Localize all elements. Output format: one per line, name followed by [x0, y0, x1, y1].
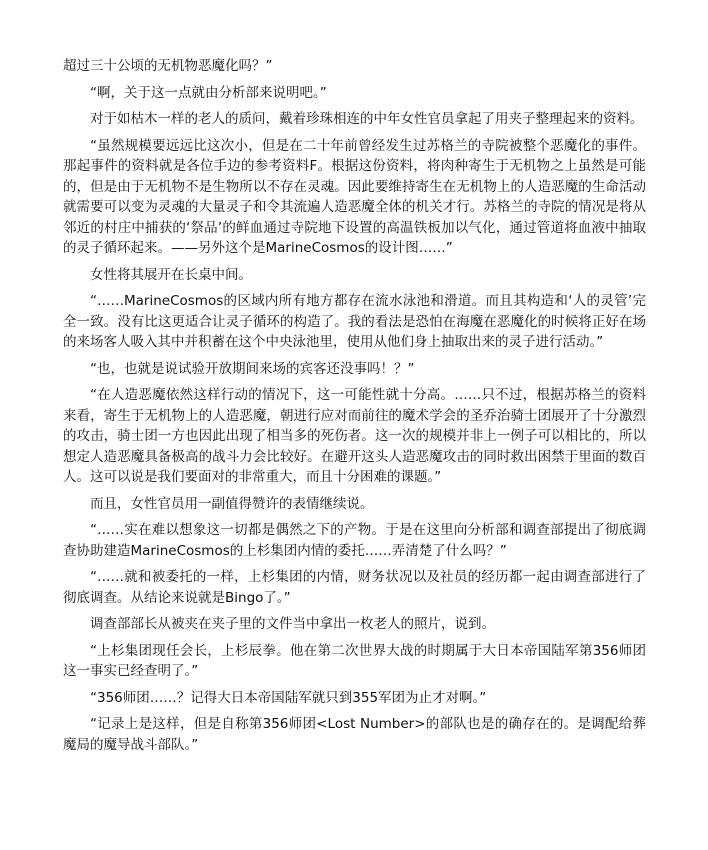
paragraph: 调查部部长从被夹在夹子里的文件当中拿出一枚老人的照片，说到。: [90, 616, 495, 632]
paragraph: “在人造恶魔依然这样行动的情况下，这一可能性就十分高。……只不过，根据苏格兰的资料来看，寄生于无机物上的人造恶魔，朝进行应对而前往的魔术学会的圣乔治骑士团展开了十分激烈的攻击，骑士团一方也因此出现了相当多的死伤者。这一次的规模并非上一例子可以相比的，所以想定人造恶魔具备极高的战斗力会比较好。在避开这头人造恶魔攻击的同时救出困禁于里面的数百人。这可以说是我们要面对的非常重大，而且十分困难的课题。”: [63, 387, 646, 485]
paragraph: 对于如枯木一样的老人的质问，戴着珍珠相连的中年女性官员拿起了用夹子整理起来的资料。: [90, 111, 644, 127]
paragraph: “……就和被委托的一样，上杉集团的内情，财务状况以及社员的经历都一起由调查部进行了彻底调查。从结论来说就是Bingo了。”: [63, 569, 646, 606]
document-page: [63, 56, 646, 761]
paragraph: “啊，关于这一点就由分析部来说明吧。”: [90, 84, 327, 101]
paragraph: “356师团……？记得大日本帝国陆军就只到355军团为止才对啊。”: [90, 689, 487, 706]
paragraph: “上杉集团现任会长，上杉辰拳。他在第二次世界大战的时期属于大日本帝国陆军第356师团这一事实已经查明了。”: [63, 642, 646, 679]
paragraph: 女性将其展开在长桌中间。: [90, 266, 252, 283]
paragraph: 超过三十公顷的无机物恶魔化吗？”: [63, 58, 273, 74]
paragraph: “也，也就是说试验开放期间来场的宾客还没事吗！？”: [90, 360, 415, 377]
paragraph: “虽然规模要远远比这次小，但是在二十年前曾经发生过苏格兰的寺院被整个恶魔化的事件。那起事件的资料就是各位手边的参考资料F。根据这份资料，将肉种寄生于无机物之上虽然是可能的，但是由于无机物不是生物所以不存在灵魂。因此要维持寄生在无机物上的人造恶魔的生命活动就需要可以变为灵魂的大量灵子和令其流遍人造恶魔全体的机关才行。苏格兰的寺院的情况是将从邻近的村庄中捕获的‘祭品’的鲜血通过寺院地下设置的高温铁板加以气化，通过管道将血液中抽取的灵子循环起来。——另外这个是MarineCosmos的设计图……”: [63, 137, 646, 256]
paragraph: “记录上是这样，但是自称第356师团<Lost Number>的部队也是的确存在的。是调配给葬魔局的魔导战斗部队。”: [63, 716, 646, 753]
paragraph: “……MarineCosmos的区域内所有地方都存在流水泳池和滑道。而且其构造和‘人的灵管’完全一致。没有比这更适合让灵子循环的构造了。我的看法是恐怕在海魔在恶魔化的时候将正好在场的来场客人吸入其中并积蓄在这个中央泳池里，使用从他们身上抽取出来的灵子进行活动。”: [63, 293, 646, 350]
paragraph: “……实在难以想象这一切都是偶然之下的产物。于是在这里向分析部和调查部提出了彻底调查协助建造MarineCosmos的上杉集团内情的委托……弄清楚了什么吗？”: [63, 522, 646, 559]
paragraph: 而且，女性官员用一副值得赞许的表情继续说。: [90, 495, 374, 512]
